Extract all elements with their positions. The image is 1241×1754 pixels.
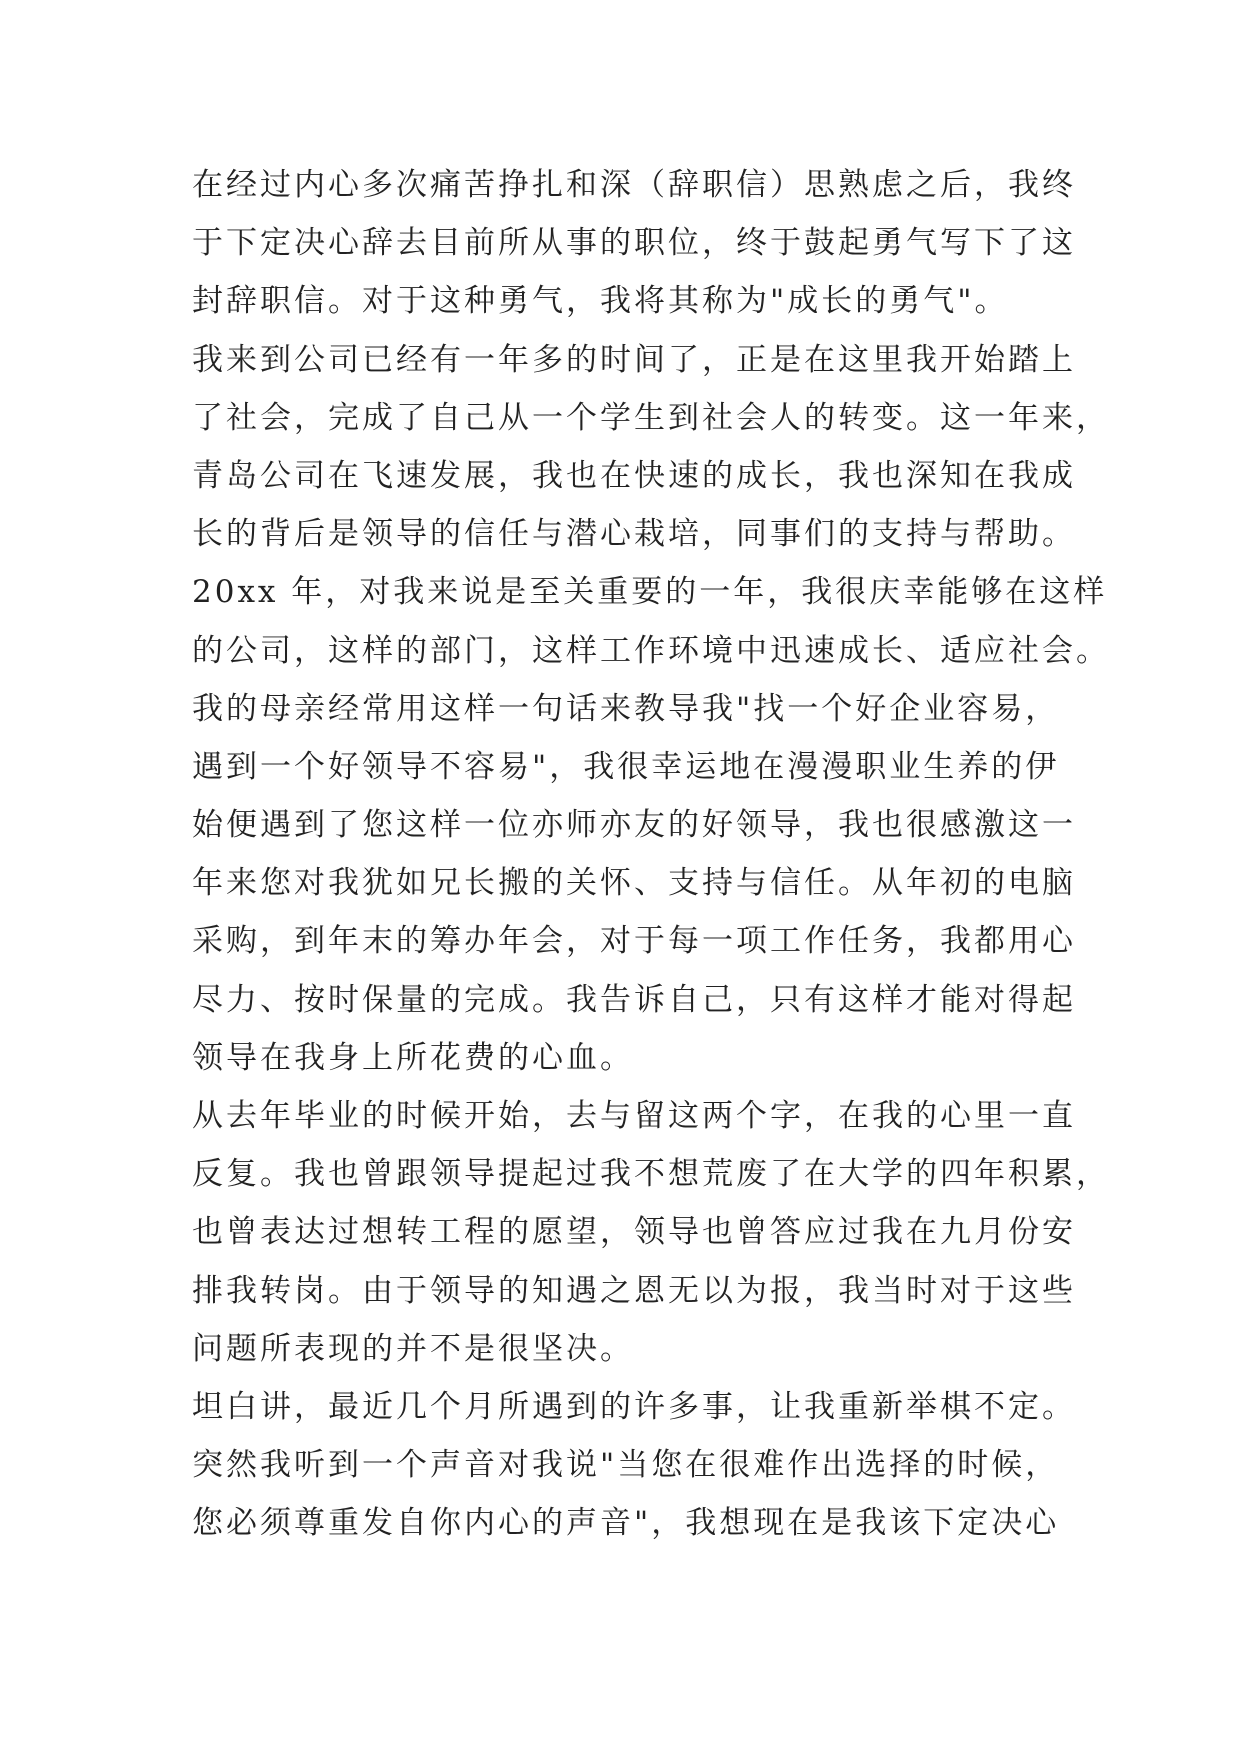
- text-line: 从去年毕业的时候开始，去与留这两个字，在我的心里一直: [192, 1098, 1076, 1134]
- text-line: 排我转岗。由于领导的知遇之恩无以为报，我当时对于这些: [192, 1272, 1076, 1309]
- text-line: 反复。我也曾跟领导提起过我不想荒废了在大学的四年积累，: [192, 1156, 1110, 1193]
- text-line: 尽力、按时保量的完成。我告诉自己，只有这样才能对得起: [192, 981, 1076, 1018]
- text-line: 封辞职信。对于这种勇气，我将其称为"成长的勇气"。: [192, 283, 1009, 320]
- text-line: 在经过内心多次痛苦挣扎和深（辞职信）思熟虑之后，我终: [192, 167, 1076, 203]
- text-line: 坦白讲，最近几个月所遇到的许多事，让我重新举棋不定。: [192, 1388, 1076, 1425]
- text-line: 也曾表达过想转工程的愿望，领导也曾答应过我在九月份安: [192, 1214, 1076, 1251]
- text-line: 的公司，这样的部门，这样工作环境中迅速成长、适应社会。: [192, 632, 1110, 669]
- text-line: 年来您对我犹如兄长搬的关怀、支持与信任。从年初的电脑: [192, 865, 1076, 902]
- text-line: 了社会，完成了自己从一个学生到社会人的转变。这一年来，: [192, 399, 1110, 436]
- text-line: 遇到一个好领导不容易"，我很幸运地在漫漫职业生养的伊: [192, 748, 1060, 785]
- letter-body: [192, 156, 1110, 1553]
- text-line: 于下定决心辞去目前所从事的职位，终于鼓起勇气写下了这: [192, 225, 1076, 262]
- text-line: 青岛公司在飞速发展，我也在快速的成长，我也深知在我成: [192, 457, 1076, 494]
- text-line: 20xx 年，对我来说是至关重要的一年，我很庆幸能够在这样: [192, 574, 1108, 611]
- text-line: 始便遇到了您这样一位亦师亦友的好领导，我也很感激这一: [192, 807, 1076, 844]
- text-line: 领导在我身上所花费的心血。: [192, 1039, 634, 1076]
- text-line: 问题所表现的并不是很坚决。: [192, 1330, 634, 1367]
- text-line: 突然我听到一个声音对我说"当您在很难作出选择的时候，: [192, 1447, 1060, 1484]
- text-line: 长的背后是领导的信任与潜心栽培，同事们的支持与帮助。: [192, 516, 1076, 553]
- text-line: 我来到公司已经有一年多的时间了，正是在这里我开始踏上: [192, 341, 1076, 378]
- text-line: 我的母亲经常用这样一句话来教导我"找一个好企业容易，: [192, 690, 1060, 727]
- text-line: 您必须尊重发自你内心的声音"，我想现在是我该下定决心: [192, 1505, 1060, 1542]
- text-line: 采购，到年末的筹办年会，对于每一项工作任务，我都用心: [192, 923, 1076, 960]
